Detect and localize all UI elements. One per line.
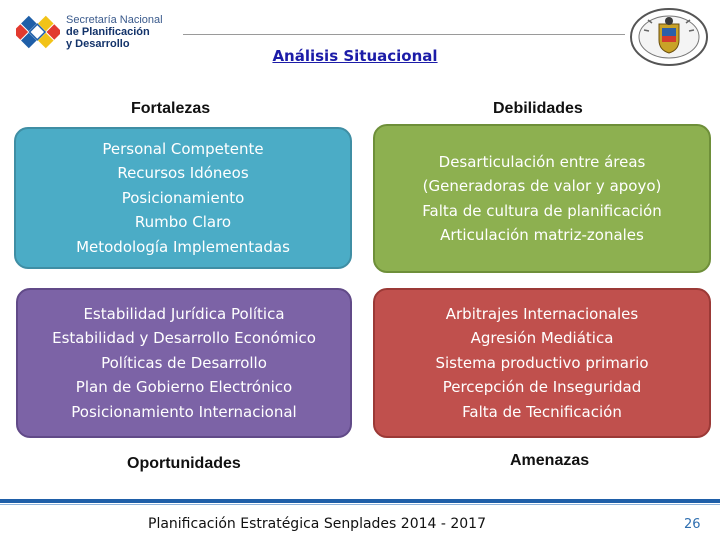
debilidades-item: Desarticulación entre áreas xyxy=(438,152,646,171)
label-debilidades: Debilidades xyxy=(493,100,583,117)
oportunidades-item: Estabilidad y Desarrollo Económico xyxy=(52,329,316,348)
header-divider xyxy=(183,34,625,35)
oportunidades-item: Posicionamiento Internacional xyxy=(71,402,297,421)
amenazas-item: Falta de Tecnificación xyxy=(462,402,622,421)
debilidades-item: Falta de cultura de planificación xyxy=(422,201,662,220)
oportunidades-item: Políticas de Desarrollo xyxy=(101,353,267,372)
label-oportunidades: Oportunidades xyxy=(127,455,241,472)
amenazas-box xyxy=(373,288,711,438)
page-number: 26 xyxy=(684,517,701,532)
label-fortalezas: Fortalezas xyxy=(131,100,211,117)
logo-line-1: Secretaría Nacional xyxy=(66,14,163,26)
footer-divider-thin xyxy=(0,504,720,505)
amenazas-item: Percepción de Inseguridad xyxy=(442,378,642,397)
fortalezas-item: Posicionamiento xyxy=(121,188,245,207)
amenazas-item: Arbitrajes Internacionales xyxy=(445,304,639,323)
fortalezas-item: Rumbo Claro xyxy=(134,213,232,232)
oportunidades-box xyxy=(16,288,352,438)
debilidades-box xyxy=(373,124,711,273)
logo-text xyxy=(66,14,163,50)
fortalezas-item: Recursos Idóneos xyxy=(117,164,249,183)
page-title-wrap xyxy=(0,46,720,65)
page-title: Análisis Situacional xyxy=(272,47,438,65)
logo-line-2: de Planificación xyxy=(66,26,150,38)
footer-text: Planificación Estratégica Senplades 2014 - 2017 xyxy=(148,516,486,532)
debilidades-item: (Generadoras de valor y apoyo) xyxy=(422,177,662,195)
fortalezas-item: Metodología Implementadas xyxy=(76,237,290,256)
footer-divider xyxy=(0,499,720,503)
oportunidades-item: Plan de Gobierno Electrónico xyxy=(75,378,293,397)
fortalezas-box xyxy=(14,127,352,269)
label-amenazas: Amenazas xyxy=(510,452,590,469)
logo-line-3: y Desarrollo xyxy=(66,38,130,50)
amenazas-item: Sistema productivo primario xyxy=(435,353,649,372)
fortalezas-item: Personal Competente xyxy=(102,139,264,158)
amenazas-item: Agresión Mediática xyxy=(470,329,614,348)
oportunidades-item: Estabilidad Jurídica Política xyxy=(83,304,285,323)
debilidades-item: Articulación matriz-zonales xyxy=(440,226,644,244)
